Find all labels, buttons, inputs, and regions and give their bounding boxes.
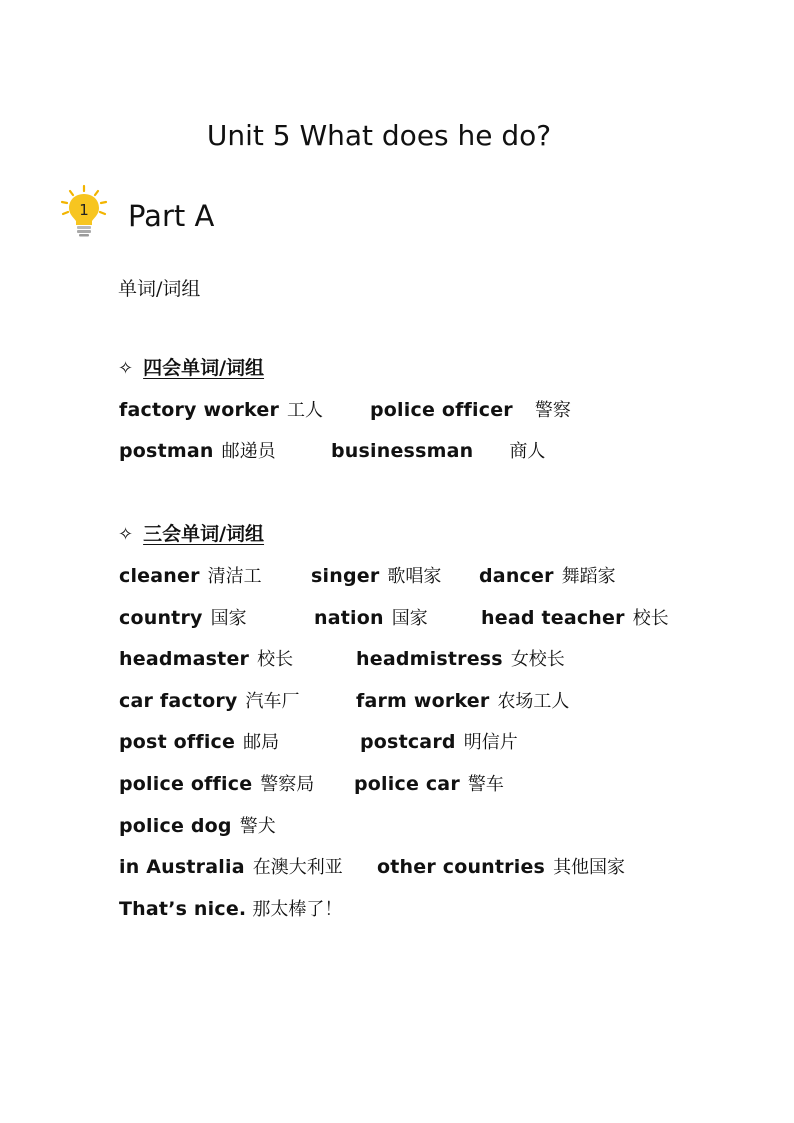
vocab-item: farm worker 农场工人 (356, 690, 570, 712)
vocab-item: nation 国家 (314, 607, 428, 629)
vocab-item: factory worker 工人 (119, 399, 324, 421)
vocab-item: police car 警车 (354, 773, 504, 795)
vocab-item: That’s nice. 那太棒了！ (119, 898, 343, 920)
section-heading-three-skill: ✧ 三会单词/词组 (118, 523, 265, 545)
vocab-item: post office 邮局 (119, 731, 280, 753)
vocab-item: businessman 商人 (331, 440, 546, 462)
page-title: Unit 5 What does he do? (206, 119, 552, 152)
vocab-item: in Australia 在澳大利亚 (119, 856, 343, 878)
section-heading-four-skill: ✧ 四会单词/词组 (118, 357, 265, 379)
vocab-item: police office 警察局 (119, 773, 315, 795)
vocab-item: postcard 明信片 (360, 731, 518, 753)
part-number: 1 (79, 201, 89, 219)
vocab-item: headmaster 校长 (119, 648, 294, 670)
lightbulb-icon (58, 184, 110, 238)
vocab-item: car factory 汽车厂 (119, 690, 300, 712)
vocab-item: head teacher 校长 (481, 607, 669, 629)
vocab-item: postman 邮递员 (119, 440, 276, 462)
vocab-item: police officer 警察 (370, 399, 571, 421)
part-heading: Part A (128, 199, 215, 233)
vocab-item: cleaner 清洁工 (119, 565, 262, 587)
vocab-item: other countries 其他国家 (377, 856, 626, 878)
vocab-item: singer 歌唱家 (311, 565, 442, 587)
sparkle-icon: ✧ (118, 358, 134, 379)
section-subtitle: 单词/词组 (118, 278, 201, 300)
vocab-item: dancer 舞蹈家 (479, 565, 616, 587)
vocab-item: headmistress 女校长 (356, 648, 565, 670)
vocab-item: country 国家 (119, 607, 247, 629)
vocab-item: police dog 警犬 (119, 815, 276, 837)
sparkle-icon: ✧ (118, 524, 134, 545)
